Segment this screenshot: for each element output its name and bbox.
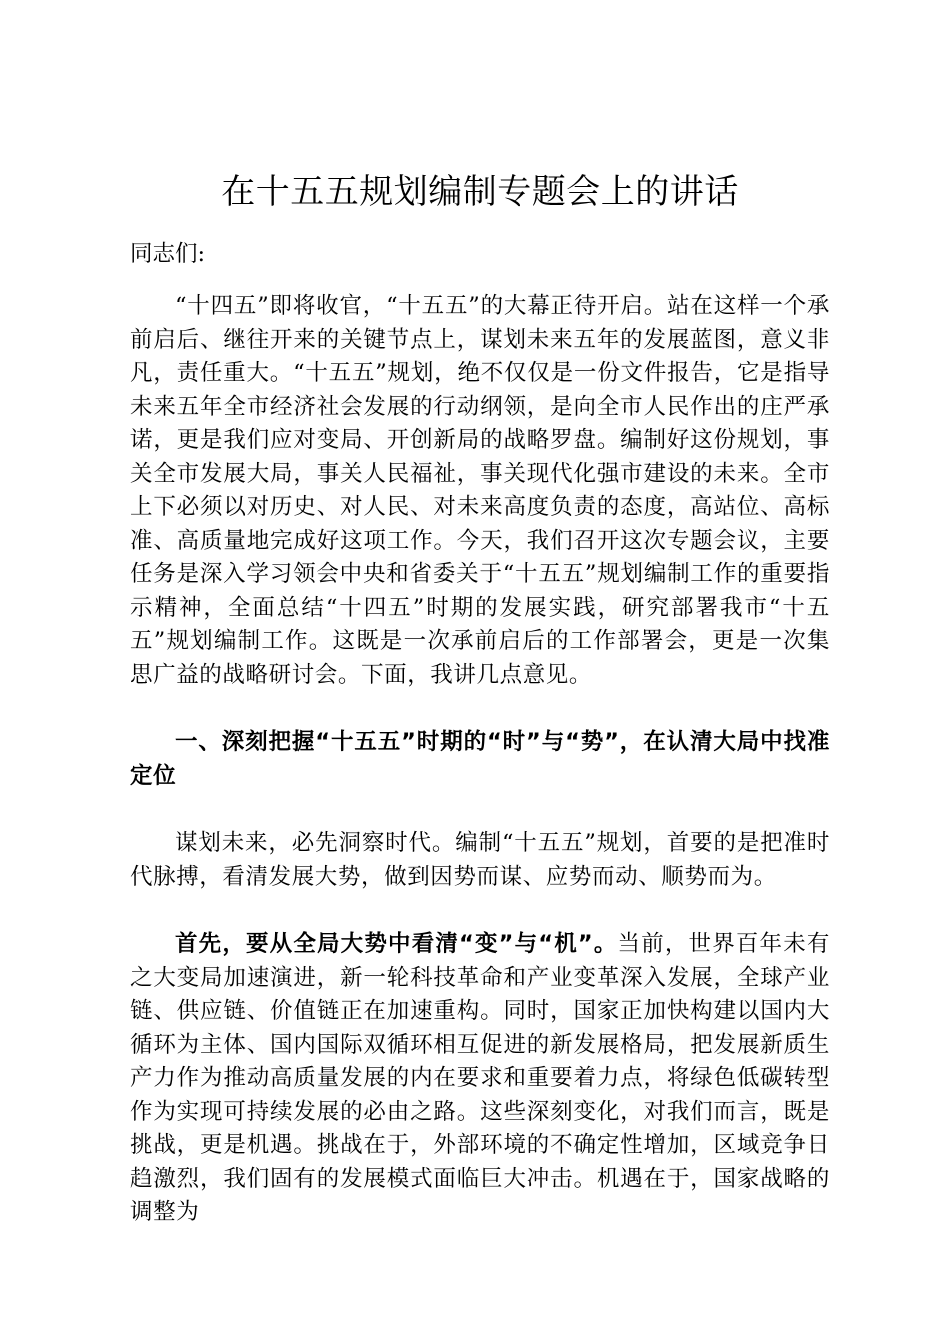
document-page — [130, 168, 830, 1230]
salutation: 同志们: — [130, 241, 206, 267]
point-paragraph — [130, 928, 830, 1230]
point-body: 当前，世界百年未有之大变局加速演进，新一轮科技革命和产业变革深入发展，全球产业链、供应链、价值链正在加速重构。同时，国家正加快构建以国内大循环为主体、国内国际双循环相互促进的新发展格局，把发展新质生产力作为推动高质量发展的内在要求和重要着力点，将绿色低碳转型作为实现可持续发展的必由之路。这些深刻变化，对我们而言，既是挑战，更是机遇。挑战在于，外部环境的不确定性增加，区域竞争日趋激烈，我们固有的发展模式面临巨大冲击。机遇在于，国家战略的调整为 — [130, 931, 831, 1225]
document-title: 在十五五规划编制专题会上的讲话 — [221, 172, 739, 212]
section-intro-paragraph: 谋划未来，必先洞察时代。编制“十五五”规划，首要的是把准时代脉搏，看清发展大势，做到因势而谋、应势而动、顺势而为。 — [130, 830, 830, 890]
point-lead: 首先，要从全局大势中看清“变”与“机”。 — [175, 931, 618, 957]
section-heading: 一、深刻把握“十五五”时期的“时”与“势”，在认清大局中找准定位 — [130, 729, 830, 789]
paragraph-gap — [130, 692, 830, 726]
paragraph-gap — [130, 894, 830, 928]
intro-paragraph: “十四五”即将收官，“十五五”的大幕正待开启。站在这样一个承前启后、继往开来的关键节点上，谋划未来五年的发展蓝图，意义非凡，责任重大。“十五五”规划，绝不仅仅是一份文件报告，它是指导未来五年全市经济社会发展的行动纲领，是向全市人民作出的庄严承诺，更是我们应对变局、开创新局的战略罗盘。编制好这份规划，事关全市发展大局，事关人民福祉，事关现代化强市建设的未来。全市上下必须以对历史、对人民、对未来高度负责的态度，高站位、高标准、高质量地完成好这项工作。今天，我们召开这次专题会议，主要任务是深入学习领会中央和省委关于“十五五”规划编制工作的重要指示精神，全面总结“十四五”时期的发展实践，研究部署我市“十五五”规划编制工作。这既是一次承前启后的工作部署会，更是一次集思广益的战略研讨会。下面，我讲几点意见。 — [130, 293, 830, 688]
paragraph-gap — [130, 793, 830, 827]
